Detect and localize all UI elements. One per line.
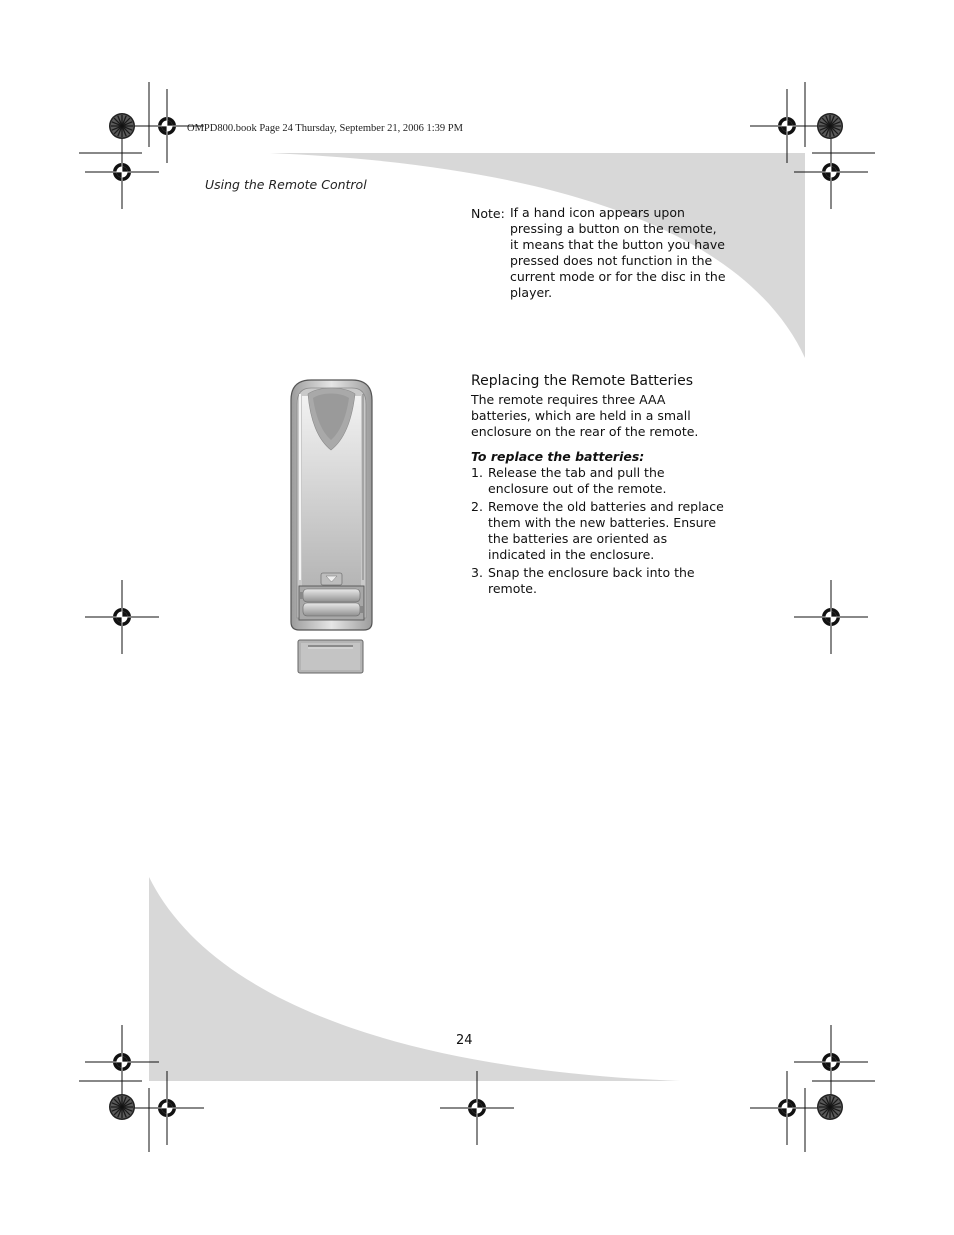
step-number: 2. [471,499,483,514]
list-item [471,565,727,597]
registration-mark-icon [85,580,159,654]
registration-mark-icon [440,1071,514,1145]
color-target-icon [109,113,135,139]
registration-mark-icon [85,135,159,209]
section-intro: The remote requires three AAA batteries, which are held in a small enclosure on the rear of the remote. [471,392,699,439]
running-head: Using the Remote Control [205,177,367,192]
registration-mark-icon [750,1071,824,1145]
step-number: 1. [471,465,483,480]
step-text: Snap the enclosure back into the remote. [488,565,695,596]
page-number: 24 [456,1033,473,1048]
step-text: Remove the old batteries and replace them with the new batteries. Ensure the batteries are oriented as indicated in the enclosure. [488,499,724,562]
bottom-swoosh [149,877,680,1081]
registration-mark-icon [794,580,868,654]
list-item [471,499,727,563]
steps-list [471,465,727,599]
section-title: Replacing the Remote Batteries [471,373,694,389]
step-text: Release the tab and pull the enclosure out of the remote. [488,465,667,496]
registration-mark-icon [750,89,824,163]
registration-mark-icon [130,1071,204,1145]
color-target-icon [109,1094,135,1120]
step-number: 3. [471,565,483,580]
registration-mark-icon [85,1025,159,1099]
book-info: OMPD800.book Page 24 Thursday, September 21, 2006 1:39 PM [187,123,463,134]
registration-mark-icon [794,1025,868,1099]
procedure-subhead: To replace the batteries: [471,449,645,464]
color-target-icon [817,113,843,139]
list-item [471,465,727,497]
note-text: If a hand icon appears upon pressing a button on the remote, it means that the button you have pressed does not function in the current mode or for the disc in the player. [510,205,726,300]
remote-control-illustration [291,380,372,673]
note-label: Note: [471,206,505,221]
color-target-icon [817,1094,843,1120]
